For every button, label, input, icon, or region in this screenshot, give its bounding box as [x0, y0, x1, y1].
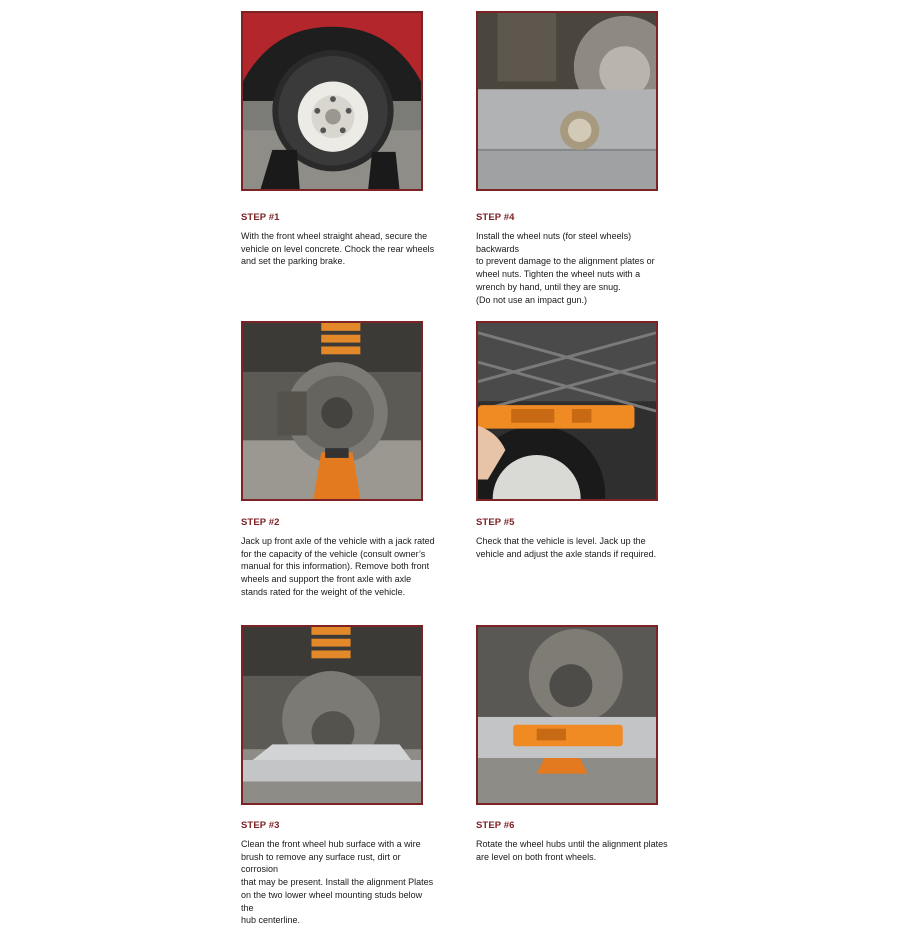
- step-3-photo-alignment-plate-installed: [241, 625, 423, 805]
- step-2-text: Jack up front axle of the vehicle with a jack rated for the capacity of the vehicle (consult owner’s manual for this information). Remove both front wheels and support the front axle with axle stands rated for the weight of the vehicle.: [241, 536, 435, 597]
- step-5-title: STEP #5: [476, 517, 515, 528]
- step-1-title: STEP #1: [241, 212, 280, 223]
- step-2-title: STEP #2: [241, 517, 280, 528]
- step-5-photo-level-check: [476, 321, 658, 501]
- step-4-photo-wheel-nut: [476, 11, 658, 191]
- step-6-title: STEP #6: [476, 820, 515, 831]
- step-3-text: Clean the front wheel hub surface with a wire brush to remove any surface rust, dirt or corrosion that may be present. Install the alignment Plates on the two lower wheel mounting studs below the hub centerline.: [241, 839, 434, 926]
- step-2-photo-axle-stand: [241, 321, 423, 501]
- step-3-title: STEP #3: [241, 820, 280, 831]
- step-6-photo-plates-leveled: [476, 625, 658, 805]
- step-1-photo-wheel-chocked: [241, 11, 423, 191]
- step-4-text: Install the wheel nuts (for steel wheels) backwards to prevent damage to the alignment plates or wheel nuts. Tighten the wheel nuts with a wrench by hand, until they are snug. (Do not use an impact gun.): [476, 231, 655, 305]
- step-5-text: Check that the vehicle is level. Jack up the vehicle and adjust the axle stands if required.: [476, 536, 657, 559]
- step-6-text: Rotate the wheel hubs until the alignment plates are level on both front wheels.: [476, 839, 668, 862]
- step-4-title: STEP #4: [476, 212, 515, 223]
- step-1-text: With the front wheel straight ahead, secure the vehicle on level concrete. Chock the rear wheels and set the parking brake.: [241, 231, 435, 267]
